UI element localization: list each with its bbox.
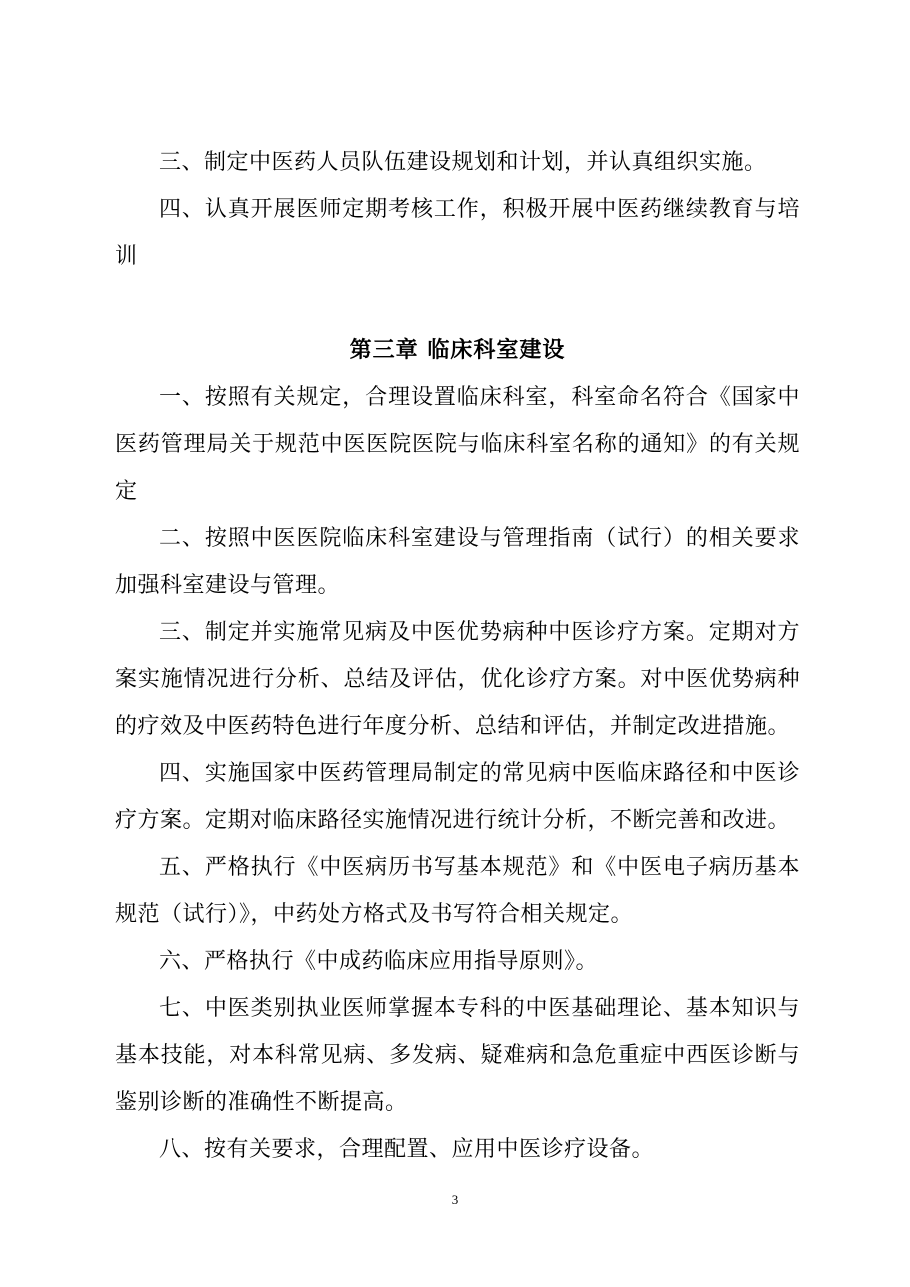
clinical-item-3: 三、制定并实施常见病及中医优势病种中医诊疗方案。定期对方案实施情况进行分析、总结及评估，优化诊疗方案。对中医优势病种的疗效及中医药特色进行年度分析、总结和评估，并制定改进措施。 [115,620,800,739]
page-number: 3 [451,1192,459,1207]
clinical-item-6: 六、严格执行《中成药临床应用指导原则》。 [159,949,599,974]
clinical-item-5: 五、严格执行《中医病历书写基本规范》和《中医电子病历基本规范（试行）》，中药处方格式及书写符合相关规定。 [115,855,800,927]
clinical-item-7: 七、中医类别执业医师掌握本专科的中医基础理论、基本知识与基本技能，对本科常见病、多发病、疑难病和急危重症中西医诊断与鉴别诊断的准确性不断提高。 [115,996,800,1115]
chapter-heading: 第三章 临床科室建设 [349,338,566,363]
document-body [115,139,800,1173]
clinical-item-1: 一、按照有关规定，合理设置临床科室，科室命名符合《国家中医药管理局关于规范中医医院医院与临床科室名称的通知》的有关规定 [115,385,800,504]
section-spacer [115,280,800,327]
clinical-item-2: 二、按照中医医院临床科室建设与管理指南（试行）的相关要求加强科室建设与管理。 [115,526,800,598]
clinical-item-4: 四、实施国家中医药管理局制定的常见病中医临床路径和中医诊疗方案。定期对临床路径实施情况进行统计分析，不断完善和改进。 [115,761,800,833]
clinical-item-8: 八、按有关要求，合理配置、应用中医诊疗设备。 [159,1137,655,1162]
paragraph-item-3: 三、制定中医药人员队伍建设规划和计划，并认真组织实施。 [159,150,767,175]
paragraph-item-4: 四、认真开展医师定期考核工作，积极开展中医药继续教育与培训 [115,197,800,269]
